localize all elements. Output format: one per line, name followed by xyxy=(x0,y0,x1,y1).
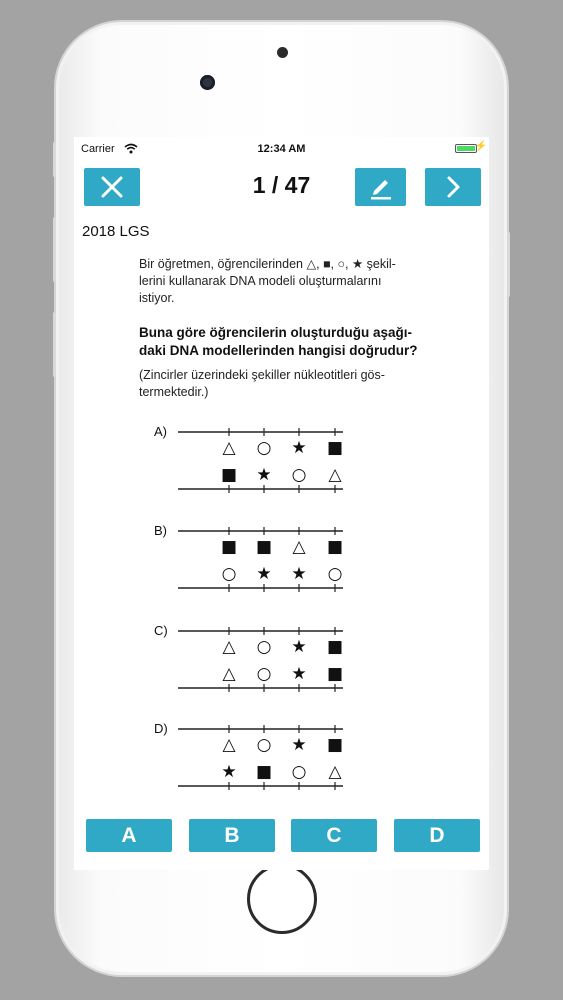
charging-icon: ⚡ xyxy=(474,141,487,152)
star-symbol: ★ xyxy=(291,438,307,458)
option-diagram xyxy=(154,424,354,504)
option-label: C) xyxy=(154,623,168,638)
circle-symbol: ○ xyxy=(221,564,237,584)
dna-model xyxy=(178,523,348,593)
triangle-symbol: △ xyxy=(222,438,236,458)
option-diagram xyxy=(154,523,354,603)
triangle-symbol: △ xyxy=(328,762,342,782)
star-symbol: ★ xyxy=(256,564,272,584)
next-button[interactable] xyxy=(425,168,481,206)
square-symbol: ■ xyxy=(326,537,344,557)
option-label: B) xyxy=(154,523,167,538)
square-symbol: ■ xyxy=(326,637,344,657)
star-symbol: ★ xyxy=(291,564,307,584)
answer-a-button[interactable]: A xyxy=(86,819,172,852)
star-symbol: ★ xyxy=(256,465,272,485)
power-button xyxy=(507,232,510,297)
square-symbol: ■ xyxy=(220,465,238,485)
chevron-right-icon xyxy=(442,175,464,199)
earpiece-speaker xyxy=(277,47,288,58)
question-counter: 1 / 47 xyxy=(252,172,311,198)
option-diagram xyxy=(154,721,354,801)
dna-model xyxy=(178,721,348,791)
question-source: 2018 LGS xyxy=(82,223,150,240)
dna-model xyxy=(178,623,348,693)
home-button[interactable] xyxy=(247,864,317,934)
answer-b-button[interactable]: B xyxy=(189,819,275,852)
option-label: D) xyxy=(154,721,168,736)
mute-switch xyxy=(53,142,56,177)
triangle-symbol: △ xyxy=(222,637,236,657)
carrier-label: Carrier xyxy=(81,143,115,155)
answer-d-button[interactable]: D xyxy=(394,819,480,852)
circle-symbol: ○ xyxy=(256,664,272,684)
triangle-symbol: △ xyxy=(222,664,236,684)
option-label: A) xyxy=(154,424,167,439)
circle-symbol: ○ xyxy=(256,735,272,755)
question-note-line: termektedir.) xyxy=(139,385,209,399)
square-symbol: ■ xyxy=(326,735,344,755)
triangle-symbol: △ xyxy=(222,735,236,755)
status-bar xyxy=(74,137,489,161)
circle-symbol: ○ xyxy=(256,637,272,657)
star-symbol: ★ xyxy=(291,664,307,684)
question-note-line: (Zincirler üzerindeki şekiller nükleotitleri gös- xyxy=(139,368,385,382)
pencil-icon xyxy=(368,174,394,200)
square-symbol: ■ xyxy=(326,664,344,684)
question-intro-line: lerini kullanarak DNA modeli oluşturmalarını xyxy=(139,274,382,288)
front-camera xyxy=(200,75,215,90)
star-symbol: ★ xyxy=(221,762,237,782)
star-symbol: ★ xyxy=(291,735,307,755)
square-symbol: ■ xyxy=(326,438,344,458)
question-intro-line: Bir öğretmen, öğrencilerinden △, ■, ○, ★ şekil- xyxy=(139,257,396,271)
square-symbol: ■ xyxy=(255,537,273,557)
circle-symbol: ○ xyxy=(256,438,272,458)
square-symbol: ■ xyxy=(220,537,238,557)
question-intro-line: istiyor. xyxy=(139,291,175,305)
edit-button[interactable] xyxy=(355,168,406,206)
status-time: 12:34 AM xyxy=(257,143,306,155)
circle-symbol: ○ xyxy=(327,564,343,584)
option-diagram xyxy=(154,623,354,703)
volume-down-button xyxy=(53,312,56,377)
question-prompt-line: daki DNA modellerinden hangisi doğrudur? xyxy=(139,343,418,358)
triangle-symbol: △ xyxy=(328,465,342,485)
app-screen xyxy=(74,137,489,870)
circle-symbol: ○ xyxy=(291,465,307,485)
circle-symbol: ○ xyxy=(291,762,307,782)
square-symbol: ■ xyxy=(255,762,273,782)
question-prompt-line: Buna göre öğrencilerin oluşturduğu aşağı- xyxy=(139,325,413,340)
star-symbol: ★ xyxy=(291,637,307,657)
dna-model xyxy=(178,424,348,494)
triangle-symbol: △ xyxy=(292,537,306,557)
answer-c-button[interactable]: C xyxy=(291,819,377,852)
volume-up-button xyxy=(53,217,56,282)
